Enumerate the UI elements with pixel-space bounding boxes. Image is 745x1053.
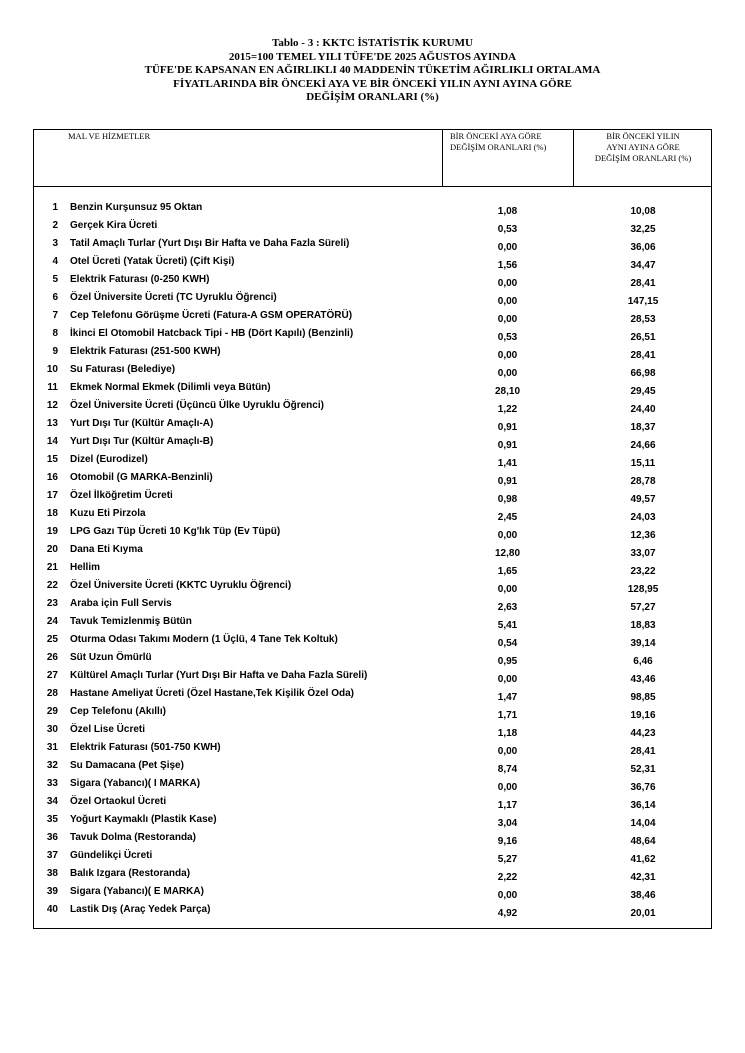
yearly-change: 28,41	[630, 278, 656, 289]
monthly-change: 1,56	[497, 260, 518, 271]
header-item-label: MAL VE HİZMETLER	[68, 131, 151, 141]
monthly-change: 0,00	[497, 746, 518, 757]
table-row	[34, 452, 711, 470]
row-number: 10	[46, 364, 58, 375]
yearly-change: 147,15	[627, 296, 659, 307]
item-name: Özel Üniversite Ücreti (KKTC Uyruklu Öğrenci)	[70, 580, 292, 591]
row-number: 34	[46, 796, 58, 807]
monthly-change: 3,04	[497, 818, 518, 829]
yearly-change: 14,04	[630, 818, 656, 829]
monthly-change: 0,00	[497, 584, 518, 595]
yearly-change: 19,16	[630, 710, 656, 721]
monthly-change: 5,27	[497, 854, 518, 865]
row-number: 8	[52, 328, 58, 339]
header-monthly-line-2: DEĞİŞİM ORANLARI (%)	[450, 142, 547, 152]
monthly-change: 0,98	[497, 494, 518, 505]
table-row	[34, 290, 711, 308]
yearly-change: 32,25	[630, 224, 656, 235]
header-yearly-line-3: DEĞİŞİM ORANLARI (%)	[594, 153, 692, 163]
monthly-change: 1,08	[497, 206, 518, 217]
item-name: Araba için Full Servis	[70, 598, 172, 609]
header-divider-1	[442, 130, 443, 187]
monthly-change: 8,74	[497, 764, 518, 775]
monthly-change: 0,00	[497, 278, 518, 289]
row-number: 35	[46, 814, 58, 825]
item-name: Cep Telefonu Görüşme Ücreti (Fatura-A GSM OPERATÖRÜ)	[70, 310, 353, 321]
yearly-change: 28,78	[630, 476, 656, 487]
table-row	[34, 344, 711, 362]
table-row	[34, 614, 711, 632]
header-monthly-line-1: BİR ÖNCEKİ AYA GÖRE	[450, 131, 542, 141]
table-row	[34, 326, 711, 344]
monthly-change: 28,10	[494, 386, 521, 397]
header-divider-2	[573, 130, 574, 187]
row-number: 25	[46, 634, 58, 645]
table-row	[34, 866, 711, 884]
yearly-change: 29,45	[630, 386, 656, 397]
item-name: Lastik Dış (Araç Yedek Parça)	[70, 904, 211, 915]
item-name: Benzin Kurşunsuz 95 Oktan	[70, 202, 203, 213]
yearly-change: 18,37	[630, 422, 656, 433]
yearly-change: 18,83	[630, 620, 656, 631]
row-number: 38	[46, 868, 58, 879]
monthly-change: 4,92	[497, 908, 518, 919]
row-number: 5	[52, 274, 58, 285]
item-name: Ekmek Normal Ekmek (Dilimli veya Bütün)	[70, 382, 271, 393]
item-name: Otomobil (G MARKA-Benzinli)	[70, 472, 213, 483]
monthly-change: 0,95	[497, 656, 518, 667]
item-name: Gündelikçi Ücreti	[70, 850, 153, 861]
item-name: Yurt Dışı Tur (Kültür Amaçlı-A)	[70, 418, 214, 429]
monthly-change: 0,54	[497, 638, 518, 649]
monthly-change: 1,65	[497, 566, 518, 577]
row-number: 7	[52, 310, 58, 321]
row-number: 36	[46, 832, 58, 843]
row-number: 23	[46, 598, 58, 609]
row-number: 18	[46, 508, 58, 519]
item-name: Cep Telefonu (Akıllı)	[70, 706, 166, 717]
header-yearly-cell	[573, 130, 713, 187]
item-name: Sigara (Yabancı)( I MARKA)	[70, 778, 201, 789]
row-number: 19	[46, 526, 58, 537]
monthly-change: 1,47	[497, 692, 518, 703]
row-number: 33	[46, 778, 58, 789]
yearly-change: 39,14	[630, 638, 656, 649]
row-number: 26	[46, 652, 58, 663]
table-row	[34, 668, 711, 686]
item-name: Tatil Amaçlı Turlar (Yurt Dışı Bir Hafta ve Daha Fazla Süreli)	[70, 238, 350, 249]
yearly-change: 15,11	[630, 458, 656, 469]
yearly-change: 34,47	[630, 260, 656, 271]
table-row	[34, 254, 711, 272]
yearly-change: 43,46	[630, 674, 656, 685]
table-row	[34, 830, 711, 848]
item-name: Hellim	[70, 562, 101, 573]
item-name: Tavuk Dolma (Restoranda)	[70, 832, 196, 843]
yearly-change: 24,40	[630, 404, 656, 415]
item-name: Su Damacana (Pet Şişe)	[70, 760, 184, 771]
yearly-change: 52,31	[630, 764, 656, 775]
header-yearly-line-1: BİR ÖNCEKİ YILIN	[606, 131, 680, 141]
row-number: 12	[46, 400, 58, 411]
row-number: 15	[46, 454, 58, 465]
title-line-1: Tablo - 3 : KKTC İSTATİSTİK KURUMU	[272, 37, 473, 49]
header-item-cell	[34, 130, 442, 187]
item-name: Otel Ücreti (Yatak Ücreti) (Çift Kişi)	[70, 256, 235, 267]
yearly-change: 128,95	[627, 584, 659, 595]
item-name: Su Faturası (Belediye)	[70, 364, 176, 375]
yearly-change: 98,85	[630, 692, 656, 703]
row-number: 29	[46, 706, 58, 717]
yearly-change: 49,57	[630, 494, 656, 505]
row-number: 13	[46, 418, 58, 429]
monthly-change: 5,41	[497, 620, 518, 631]
title-line-5: DEĞİŞİM ORANLARI (%)	[306, 91, 439, 103]
row-number: 30	[46, 724, 58, 735]
table-row	[34, 560, 711, 578]
yearly-change: 33,07	[630, 548, 656, 559]
table-row	[34, 542, 711, 560]
table-row	[34, 650, 711, 668]
row-number: 9	[52, 346, 58, 357]
table-row	[34, 596, 711, 614]
table-row	[34, 218, 711, 236]
table-row	[34, 758, 711, 776]
table-row	[34, 200, 711, 218]
item-name: Özel Üniversite Ücreti (Üçüncü Ülke Uyruklu Öğrenci)	[70, 400, 324, 411]
yearly-change: 23,22	[630, 566, 656, 577]
monthly-change: 0,91	[497, 422, 518, 433]
monthly-change: 0,53	[497, 332, 518, 343]
item-name: Gerçek Kira Ücreti	[70, 220, 158, 231]
table-row	[34, 362, 711, 380]
monthly-change: 1,22	[497, 404, 518, 415]
monthly-change: 2,63	[497, 602, 518, 613]
table-row	[34, 848, 711, 866]
table-row	[34, 308, 711, 326]
item-name: Özel İlköğretim Ücreti	[70, 490, 173, 501]
yearly-change: 66,98	[630, 368, 656, 379]
item-name: Hastane Ameliyat Ücreti (Özel Hastane,Tek Kişilik Özel Oda)	[70, 688, 354, 699]
row-number: 16	[46, 472, 58, 483]
yearly-change: 26,51	[630, 332, 656, 343]
monthly-change: 2,22	[497, 872, 518, 883]
yearly-change: 36,06	[630, 242, 656, 253]
monthly-change: 1,18	[497, 728, 518, 739]
row-number: 27	[46, 670, 58, 681]
yearly-change: 6,46	[633, 656, 653, 667]
table-row	[34, 704, 711, 722]
item-name: Elektrik Faturası (251-500 KWH)	[70, 346, 221, 357]
header-yearly-label	[573, 131, 713, 164]
monthly-change: 1,17	[497, 800, 518, 811]
yearly-change: 48,64	[630, 836, 656, 847]
table-row	[34, 506, 711, 524]
yearly-change: 28,41	[630, 350, 656, 361]
data-table	[33, 129, 712, 929]
monthly-change: 0,00	[497, 674, 518, 685]
monthly-change: 2,45	[497, 512, 518, 523]
item-name: Yurt Dışı Tur (Kültür Amaçlı-B)	[70, 436, 214, 447]
row-number: 28	[46, 688, 58, 699]
item-name: Özel Lise Ücreti	[70, 724, 146, 735]
item-name: Kuzu Eti Pirzola	[70, 508, 146, 519]
item-name: Tavuk Temizlenmiş Bütün	[70, 616, 192, 627]
yearly-change: 38,46	[630, 890, 656, 901]
header-yearly-line-2: AYNI AYINA GÖRE	[606, 142, 680, 152]
table-row	[34, 398, 711, 416]
row-number: 20	[46, 544, 58, 555]
table-row	[34, 884, 711, 902]
monthly-change: 1,71	[497, 710, 518, 721]
row-number: 32	[46, 760, 58, 771]
row-number: 2	[52, 220, 58, 231]
row-number: 22	[46, 580, 58, 591]
monthly-change: 0,00	[497, 296, 518, 307]
item-name: Yoğurt Kaymaklı (Plastik Kase)	[70, 814, 217, 825]
table-body	[34, 200, 711, 920]
yearly-change: 20,01	[630, 908, 656, 919]
item-name: Elektrik Faturası (0-250 KWH)	[70, 274, 210, 285]
monthly-change: 0,91	[497, 440, 518, 451]
title-line-2: 2015=100 TEMEL YILI TÜFE'DE 2025 AĞUSTOS AYINDA	[228, 50, 517, 63]
header-monthly-label	[450, 131, 572, 153]
yearly-change: 42,31	[630, 872, 656, 883]
row-number: 24	[46, 616, 58, 627]
monthly-change: 12,80	[494, 548, 521, 559]
yearly-change: 41,62	[630, 854, 656, 865]
yearly-change: 12,36	[630, 530, 656, 541]
table-row	[34, 380, 711, 398]
table-row	[34, 524, 711, 542]
row-number: 21	[46, 562, 58, 573]
yearly-change: 57,27	[630, 602, 656, 613]
table-row	[34, 272, 711, 290]
row-number: 3	[52, 238, 58, 249]
row-number: 40	[46, 904, 58, 915]
table-row	[34, 632, 711, 650]
table-row	[34, 794, 711, 812]
yearly-change: 44,23	[630, 728, 656, 739]
monthly-change: 0,53	[497, 224, 518, 235]
monthly-change: 0,00	[497, 530, 518, 541]
monthly-change: 0,00	[497, 368, 518, 379]
monthly-change: 0,00	[497, 314, 518, 325]
monthly-change: 1,41	[497, 458, 518, 469]
row-number: 4	[52, 256, 58, 267]
monthly-change: 0,00	[497, 350, 518, 361]
table-row	[34, 686, 711, 704]
item-name: Özel Ortaokul Ücreti	[70, 796, 167, 807]
monthly-change: 9,16	[497, 836, 518, 847]
yearly-change: 36,14	[630, 800, 656, 811]
item-name: Oturma Odası Takımı Modern (1 Üçlü, 4 Tane Tek Koltuk)	[70, 634, 338, 645]
item-name: Balık Izgara (Restoranda)	[70, 868, 191, 879]
table-row	[34, 578, 711, 596]
table-row	[34, 416, 711, 434]
row-number: 39	[46, 886, 58, 897]
item-name: Dizel (Eurodizel)	[70, 454, 148, 465]
yearly-change: 36,76	[630, 782, 656, 793]
monthly-change: 0,00	[497, 890, 518, 901]
item-name: Kültürel Amaçlı Turlar (Yurt Dışı Bir Hafta ve Daha Fazla Süreli)	[70, 670, 368, 681]
title-line-3: TÜFE'DE KAPSANAN EN AĞIRLIKLI 40 MADDENİN TÜKETİM AĞIRLIKLI ORTALAMA	[144, 64, 601, 76]
table-row	[34, 812, 711, 830]
table-row	[34, 722, 711, 740]
title-line-4: FİYATLARINDA BİR ÖNCEKİ AYA VE BİR ÖNCEKİ YILIN AYNI AYINA GÖRE	[173, 77, 572, 90]
table-row	[34, 434, 711, 452]
yearly-change: 24,66	[630, 440, 656, 451]
row-number: 17	[46, 490, 58, 501]
row-number: 11	[47, 382, 58, 393]
row-number: 31	[46, 742, 58, 753]
monthly-change: 0,00	[497, 242, 518, 253]
table-row	[34, 236, 711, 254]
item-name: İkinci El Otomobil Hatcback Tipi - HB (Dört Kapılı) (Benzinli)	[70, 328, 354, 339]
table-row	[34, 488, 711, 506]
table-title	[0, 37, 745, 105]
item-name: Elektrik Faturası (501-750 KWH)	[70, 742, 221, 753]
yearly-change: 28,41	[630, 746, 656, 757]
row-number: 14	[46, 436, 58, 447]
item-name: Sigara (Yabancı)( E MARKA)	[70, 886, 204, 897]
row-number: 37	[46, 850, 58, 861]
table-row	[34, 470, 711, 488]
table-row	[34, 776, 711, 794]
yearly-change: 10,08	[630, 206, 656, 217]
item-name: Süt Uzun Ömürlü	[70, 652, 152, 663]
item-name: Dana Eti Kıyma	[70, 544, 143, 555]
row-number: 6	[52, 292, 58, 303]
row-number: 1	[52, 202, 58, 213]
header-monthly-cell	[442, 130, 573, 187]
yearly-change: 28,53	[630, 314, 656, 325]
yearly-change: 24,03	[630, 512, 656, 523]
table-row	[34, 902, 711, 920]
monthly-change: 0,91	[497, 476, 518, 487]
table-header	[34, 130, 711, 187]
item-name: Özel Üniversite Ücreti (TC Uyruklu Öğrenci)	[70, 292, 277, 303]
table-row	[34, 740, 711, 758]
item-name: LPG Gazı Tüp Ücreti 10 Kg'lık Tüp (Ev Tüpü)	[70, 526, 281, 537]
monthly-change: 0,00	[497, 782, 518, 793]
